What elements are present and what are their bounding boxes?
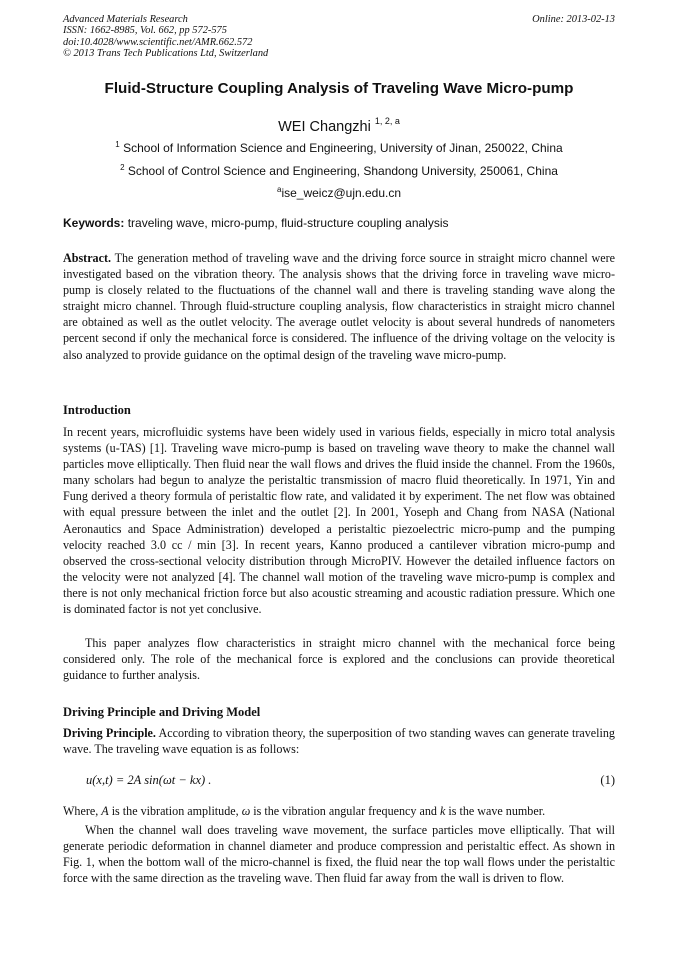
journal-name: Advanced Materials Research (63, 14, 188, 25)
equation-1-body: u(x,t) = 2A sin(ωt − kx) . (86, 773, 212, 787)
abstract (63, 250, 615, 363)
issn-line: ISSN: 1662-8985, Vol. 662, pp 572-575 (63, 25, 227, 37)
affiliation-2-mark: 2 (120, 163, 125, 172)
where-text-2: is the vibration amplitude, (108, 804, 242, 818)
journal-header (63, 14, 615, 60)
introduction-paragraph-1: In recent years, microfluidic systems have been widely used in various fields, especially in micro total analysis systems (u-TAS) [1]. Traveling wave micro-pump is based on traveling wave theory to make the channel wall particles move elliptically. Then fluid near the wall flows and drives the fluid inside the channel. From the 1960s, many scholars had begun to analyze the peristaltic transmission of macro fluid theoretically. In 1971, Yin and Fung derived a theory formula of peristaltic flow rate, and validated it by experiment. The net flow was obtained with equal pressure between the inlet and the outlet [2]. In 2001, Yoseph and Chang from NASA (National Aeronautics and Space Administration) developed a peristaltic piezoelectric micro-pump and the pumping velocity reached 3.0 cc / min [3]. In recent years, Kanno produced a cantilever vibration micro-pump and observed the cross-sectional velocity distribution through MicroPIV. However the detailed influence factors on the velocity were not analyzed [4]. The channel wall motion of the traveling wave micro-pump is complex and there is not only mechanical friction force but also acoustic streaming and acoustic radiation pressure. Which one is dominated factor is not yet conclusive. (63, 425, 615, 617)
online-date: Online: 2013-02-13 (532, 14, 615, 25)
author-email (40, 182, 638, 201)
paper-title: Fluid-Structure Coupling Analysis of Traveling Wave Micro-pump (104, 80, 574, 97)
symbol-wave-number: k (439, 804, 446, 818)
author-name: WEI Changzhi (278, 118, 371, 135)
driving-principle-text: According to vibration theory, the superposition of two standing waves can generate traveling wave. The traveling wave equation is as follows: (63, 726, 615, 757)
driving-section-heading: Driving Principle and Driving Model (63, 705, 261, 719)
abstract-text: The generation method of traveling wave and the driving force source in straight micro channel were investigated based on the vibration theory. The analysis shows that the driving force in traveling wave micro-pump is closely related to the fluctuations of the channel wall and there is traveling standing wave along the straight micro channel. Through fluid-structure coupling analysis, flow characteristics in straight micro channel are obtained as well as the outlet velocity. The average outlet velocity is about several hundreds of nanometers percent second if only the mechanical force is considered. The influence of the driving voltage on the velocity is also analyzed to provide guidance on the optimal design of the traveling wave micro-pump. (63, 251, 615, 362)
affiliation-1-text: School of Information Science and Engineering, University of Jinan, 250022, China (123, 141, 563, 155)
affiliation-2 (40, 160, 638, 179)
driving-principle-label: Driving Principle. (63, 726, 156, 740)
where-text-1: Where, (63, 804, 102, 818)
doi-line: doi:10.4028/www.scientific.net/AMR.662.572 (63, 36, 253, 48)
author-line (40, 113, 638, 136)
where-text-4: is the wave number. (445, 804, 546, 818)
abstract-label: Abstract. (63, 251, 112, 265)
author-affiliation-marks: 1, 2, a (374, 116, 400, 126)
email-mark: a (276, 185, 282, 194)
driving-paragraph-2: When the channel wall does traveling wave movement, the surface particles move elliptically. That will generate periodic deformation in channel diameter and produce compression and peristaltic effect. As shown in Fig. 1, when the bottom wall of the micro-channel is fixed, the fluid near the top wall flows under the peristaltic force with the same direction as the traveling wave. Then fluid far away from the wall is driven to flow. (63, 823, 615, 886)
affiliation-1-mark: 1 (115, 140, 120, 149)
copyright-line: © 2013 Trans Tech Publications Ltd, Switzerland (63, 48, 269, 60)
equation-1 (86, 771, 615, 789)
driving-principle-paragraph (63, 725, 615, 757)
symbol-angular-frequency: ω (241, 804, 251, 818)
keywords (63, 216, 615, 231)
affiliation-1 (40, 137, 638, 156)
introduction-heading: Introduction (63, 403, 131, 417)
equation-1-number: (1) (600, 773, 615, 787)
equation-variables-paragraph (63, 803, 615, 819)
keywords-text: traveling wave, micro-pump, fluid-structure coupling analysis (127, 216, 449, 230)
email-address: ise_weicz@ujn.edu.cn (281, 186, 402, 200)
affiliation-2-text: School of Control Science and Engineering, Shandong University, 250061, China (127, 164, 558, 178)
symbol-amplitude: A (101, 804, 109, 818)
keywords-label: Keywords: (63, 216, 125, 230)
introduction-paragraph-2: This paper analyzes flow characteristics in straight micro channel with the mechanical force being considered only. The role of the mechanical force is explored and the conclusions can provide theoretical guidance to further analysis. (63, 636, 615, 683)
where-text-3: is the vibration angular frequency and (250, 804, 440, 818)
